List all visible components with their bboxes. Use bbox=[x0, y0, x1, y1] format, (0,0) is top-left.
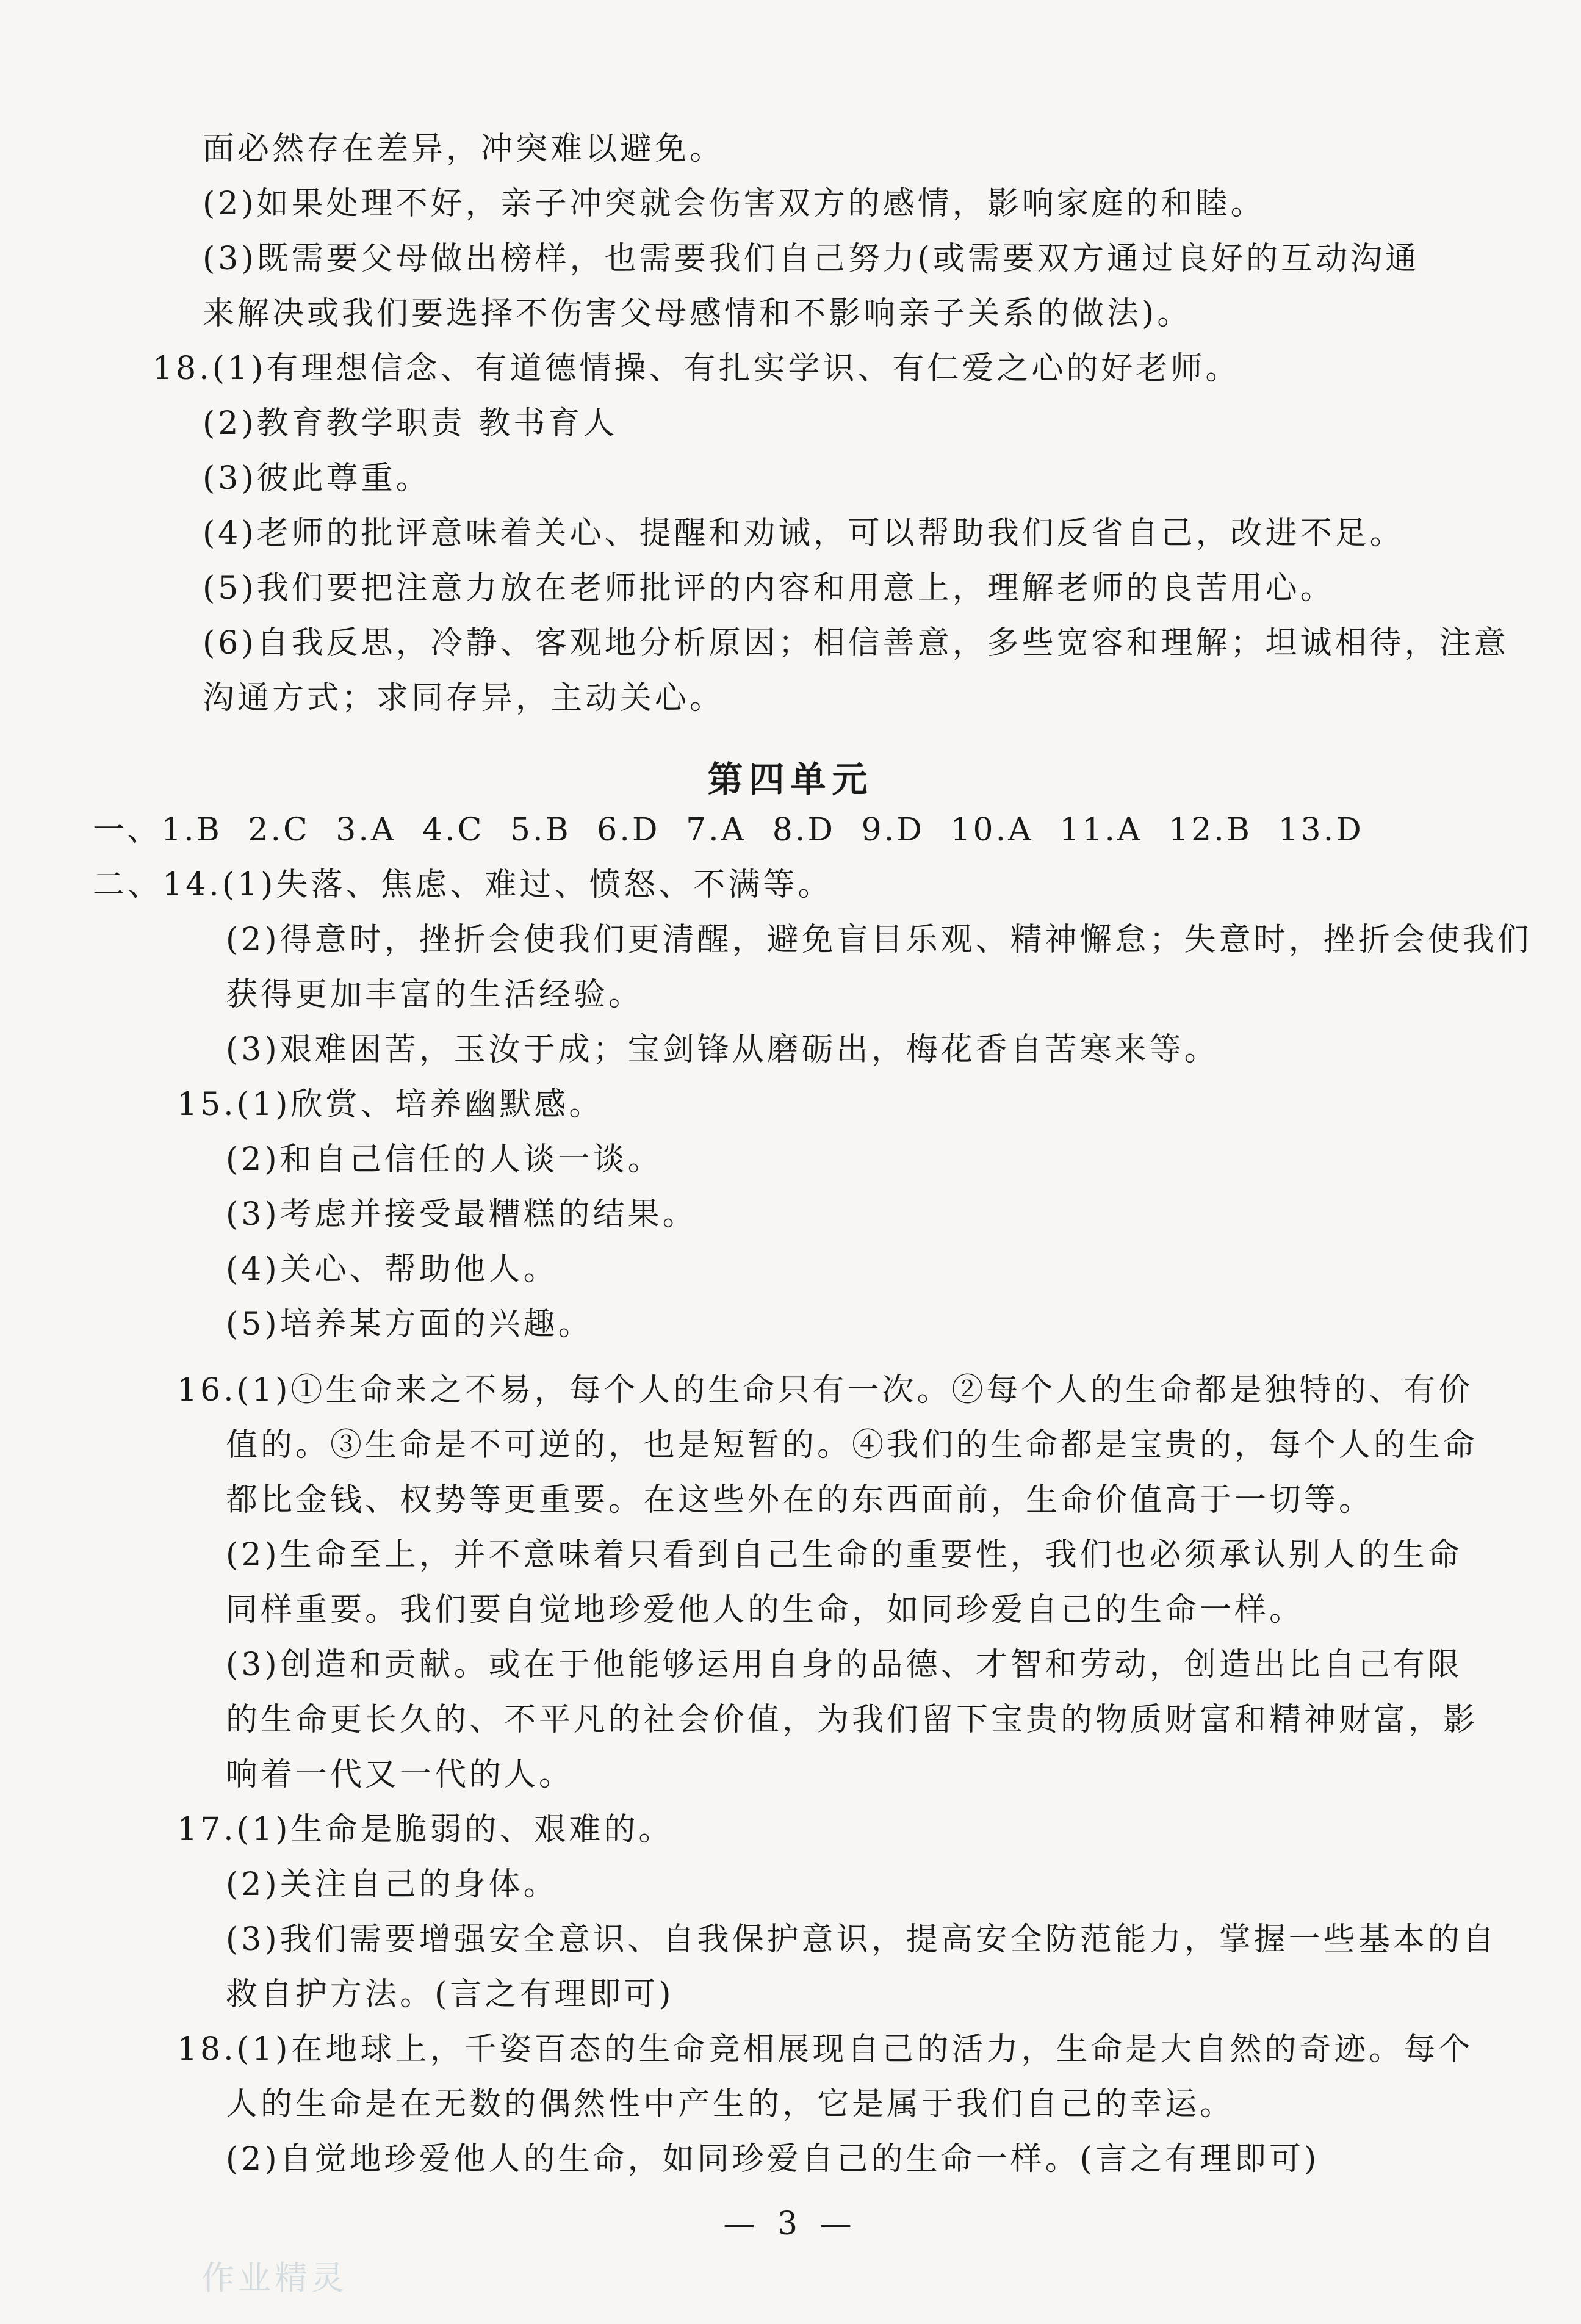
text-line: 沟通方式；求同存异，主动关心。 bbox=[203, 680, 725, 716]
text-line: (3)艰难困苦，玉汝于成；宝剑锋从磨砺出，梅花香自苦寒来等。 bbox=[226, 1031, 1219, 1068]
text-line: (4)老师的批评意味着关心、提醒和劝诫，可以帮助我们反省自己，改进不足。 bbox=[203, 515, 1405, 552]
text-line: (3)创造和贡献。或在于他能够运用自身的品德、才智和劳动，创造出比自己有限 bbox=[226, 1647, 1463, 1683]
text-line: 人的生命是在无数的偶然性中产生的，它是属于我们自己的幸运。 bbox=[226, 2086, 1235, 2123]
text-line: 面必然存在差异，冲突难以避免。 bbox=[203, 131, 725, 167]
text-line: (2)教育教学职责 教书育人 bbox=[203, 405, 618, 442]
text-line: (2)关注自己的身体。 bbox=[226, 1866, 558, 1903]
text-line: (2)如果处理不好，亲子冲突就会伤害双方的感情，影响家庭的和睦。 bbox=[203, 186, 1266, 222]
text-line: (3)考虑并接受最糟糕的结果。 bbox=[226, 1196, 697, 1233]
text-line: (2)和自己信任的人谈一谈。 bbox=[226, 1141, 663, 1178]
text-line: 16.(1)①生命来之不易，每个人的生命只有一次。②每个人的生命都是独特的、有价 bbox=[177, 1372, 1474, 1409]
text-line: (3)我们需要增强安全意识、自我保护意识，提高安全防范能力，掌握一些基本的自 bbox=[226, 1921, 1497, 1958]
text-line: 获得更加丰富的生活经验。 bbox=[226, 976, 644, 1013]
text-line: (5)培养某方面的兴趣。 bbox=[226, 1306, 593, 1343]
text-line: (2)自觉地珍爱他人的生命，如同珍爱自己的生命一样。(言之有理即可) bbox=[226, 2141, 1320, 2178]
text-line: 都比金钱、权势等更重要。在这些外在的东西面前，生命价值高于一切等。 bbox=[226, 1482, 1374, 1518]
text-line: (3)彼此尊重。 bbox=[203, 460, 431, 497]
text-line: 18.(1)在地球上，千姿百态的生命竞相展现自己的活力，生命是大自然的奇迹。每个 bbox=[177, 2031, 1474, 2068]
text-line: 同样重要。我们要自觉地珍爱他人的生命，如同珍爱自己的生命一样。 bbox=[226, 1592, 1305, 1628]
text-line: 二、14.(1)失落、焦虑、难过、愤怒、不满等。 bbox=[93, 867, 833, 903]
text-line: (3)既需要父母做出榜样，也需要我们自己努力(或需要双方通过良好的互动沟通 bbox=[203, 240, 1420, 277]
text-line: 来解决或我们要选择不伤害父母感情和不影响亲子关系的做法)。 bbox=[203, 295, 1192, 332]
text-line: (4)关心、帮助他人。 bbox=[226, 1251, 558, 1288]
text-line: 的生命更长久的、不平凡的社会价值，为我们留下宝贵的物质财富和精神财富，影 bbox=[226, 1702, 1478, 1738]
text-line: (6)自我反思，冷静、客观地分析原因；相信善意，多些宽容和理解；坦诚相待，注意 bbox=[203, 625, 1509, 662]
text-line: (5)我们要把注意力放在老师批评的内容和用意上，理解老师的良苦用心。 bbox=[203, 570, 1335, 607]
unit-heading: 第四单元 bbox=[707, 759, 874, 800]
watermark-text: 作业精灵 bbox=[201, 2259, 348, 2297]
text-line: 响着一代又一代的人。 bbox=[226, 1756, 574, 1793]
text-line: 15.(1)欣赏、培养幽默感。 bbox=[177, 1086, 604, 1123]
text-line: 17.(1)生命是脆弱的、艰难的。 bbox=[177, 1811, 674, 1848]
choice-answers: 一、1.B 2.C 3.A 4.C 5.B 6.D 7.A 8.D 9.D 10.A 11.A 12.B 13.D bbox=[93, 812, 1364, 848]
text-line: 值的。③生命是不可逆的，也是短暂的。④我们的生命都是宝贵的，每个人的生命 bbox=[226, 1427, 1478, 1463]
text-line: (2)得意时，挫折会使我们更清醒，避免盲目乐观、精神懈怠；失意时，挫折会使我们 bbox=[226, 922, 1532, 958]
page-number: — 3 — bbox=[723, 2206, 858, 2242]
text-line: (2)生命至上，并不意味着只看到自己生命的重要性，我们也必须承认别人的生命 bbox=[226, 1537, 1463, 1573]
text-line: 18.(1)有理想信念、有道德情操、有扎实学识、有仁爱之心的好老师。 bbox=[153, 350, 1241, 387]
text-line: 救自护方法。(言之有理即可) bbox=[226, 1976, 674, 2013]
